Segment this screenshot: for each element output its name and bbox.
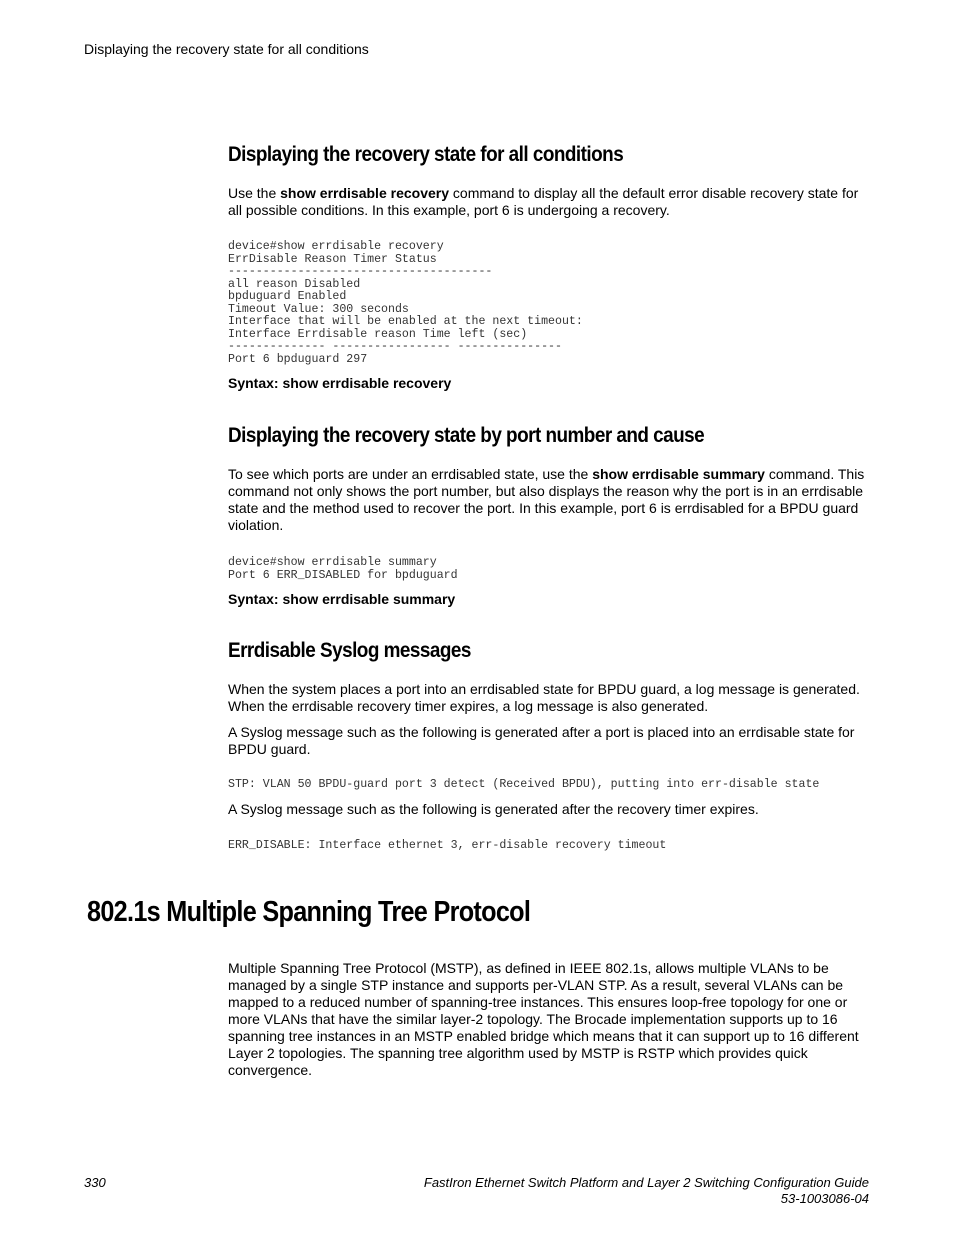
footer-doc-title: FastIron Ethernet Switch Platform and Layer 2 Switching Configuration Guide xyxy=(423,1175,869,1190)
syslog-paragraph-1: When the system places a port into an errdisabled state for BPDU guard, a log message is generated. When the errdisable recovery timer expires, a log message is also generated. xyxy=(228,681,860,714)
code-block-summary: device#show errdisable summary Port 6 ERR_DISABLED for bpduguard xyxy=(228,556,458,582)
section-intro-port-cause xyxy=(228,466,868,534)
mstp-paragraph: Multiple Spanning Tree Protocol (MSTP), as defined in IEEE 802.1s, allows multiple VLANs to be managed by a single STP instance and supports per-VLAN STP. As a result, several VLANs can be mapped to a reduced number of spanning-tree instances. This ensures loop-free topology for one or more VLANs that have the similar layer-2 topology. The Brocade implementation supports up to 16 spanning tree instances in an MSTP enabled bridge which means that it can support up to 16 different Layer 2 topologies. The spanning tree algorithm used by MSTP is RSTP which provides quick convergence. xyxy=(228,960,859,1078)
syslog-paragraph-2: A Syslog message such as the following is generated after a port is placed into an errdisable state for BPDU guard. xyxy=(228,724,855,757)
running-header: Displaying the recovery state for all conditions xyxy=(84,41,369,57)
intro-text: Use the xyxy=(228,185,281,201)
section-heading-syslog: Errdisable Syslog messages xyxy=(228,638,471,662)
code-syslog-timeout: ERR_DISABLE: Interface ethernet 3, err-disable recovery timeout xyxy=(228,839,667,852)
page-number: 330 xyxy=(84,1175,106,1190)
code-syslog-bpdu: STP: VLAN 50 BPDU-guard port 3 detect (Received BPDU), putting into err-disable state xyxy=(228,778,820,791)
intro-text: To see which ports are under an errdisabled state, use the xyxy=(228,466,593,482)
footer-doc-number: 53-1003086-04 xyxy=(780,1191,869,1206)
code-block-recovery: device#show errdisable recovery ErrDisable Reason Timer Status -------------------------------------- all reason Disabled bpduguard Enabled Timeout Value: 300 seconds Interface that will be enabled at the next timeout: Interface Errdisable reason Time left (sec) -------------- ----------------- --------------- Port 6 bpduguard 297 xyxy=(228,240,583,366)
syslog-paragraph-3: A Syslog message such as the following is generated after the recovery timer expires. xyxy=(228,801,759,817)
chapter-heading-mstp: 802.1s Multiple Spanning Tree Protocol xyxy=(87,896,531,928)
section-heading-port-cause: Displaying the recovery state by port number and cause xyxy=(228,423,705,447)
section-intro-recovery-all xyxy=(228,185,868,219)
section-heading-recovery-all: Displaying the recovery state for all conditions xyxy=(228,142,624,166)
syntax-line-summary: Syntax: show errdisable summary xyxy=(228,591,456,607)
command-name: show errdisable recovery xyxy=(280,185,450,201)
command-name: show errdisable summary xyxy=(592,466,765,482)
intro-text: command. This command not only shows the port number, but also displays the reason why the port is in an errdisable state and the method used to recover the port. In this example, port 6 is errdisabled for a BPDU guard violation. xyxy=(228,466,865,533)
footer-doc-info xyxy=(424,1175,869,1207)
syntax-line-recovery: Syntax: show errdisable recovery xyxy=(228,375,452,391)
intro-text: command to display all the default error disable recovery state for all possible conditions. In this example, port 6 is undergoing a recovery. xyxy=(228,185,859,218)
